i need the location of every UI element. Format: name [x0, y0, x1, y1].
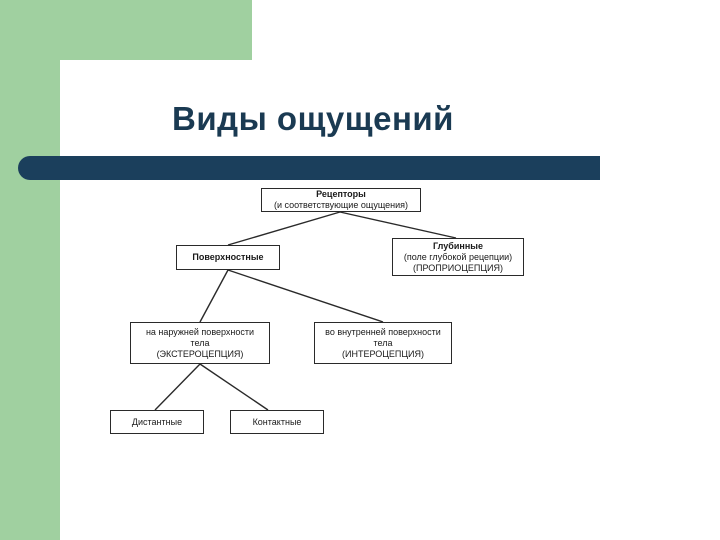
node-receptors: [261, 188, 421, 212]
node-distant: [110, 410, 204, 434]
node-deep: [392, 238, 524, 276]
node-receptors-label: Рецепторы: [316, 189, 366, 199]
node-outer-label: на наружней поверхности: [145, 326, 255, 337]
connector-root-surface: [228, 212, 340, 245]
node-inner-surface: [314, 322, 452, 364]
node-deep-label: Глубинные: [433, 240, 483, 251]
node-deep-term: (ПРОПРИОЦЕПЦИЯ): [413, 262, 503, 273]
node-deep-sublabel: (поле глубокой рецепции): [403, 251, 513, 262]
connector-outer-distant: [155, 364, 200, 410]
connector-surface-inner: [228, 270, 383, 322]
node-distant-label: Дистантные: [131, 416, 183, 427]
node-inner-sublabel: тела: [373, 337, 393, 348]
connector-root-deep: [340, 212, 456, 238]
node-outer-sublabel: тела: [190, 337, 210, 348]
node-inner-term: (ИНТЕРОЦЕПЦИЯ): [341, 348, 425, 359]
node-contact: [230, 410, 324, 434]
node-outer-surface: [130, 322, 270, 364]
connector-outer-contact: [200, 364, 268, 410]
slide-title: Виды ощущений: [172, 100, 454, 137]
node-contact-label: Контактные: [252, 416, 302, 427]
node-outer-term: (ЭКСТЕРОЦЕПЦИЯ): [156, 348, 244, 359]
node-receptors-sublabel: (и соответствующие ощущения): [273, 200, 409, 210]
node-surface-label: Поверхностные: [192, 252, 264, 262]
connector-surface-outer: [200, 270, 228, 322]
node-inner-label: во внутренней поверхности: [325, 326, 441, 337]
node-surface: [176, 245, 280, 270]
